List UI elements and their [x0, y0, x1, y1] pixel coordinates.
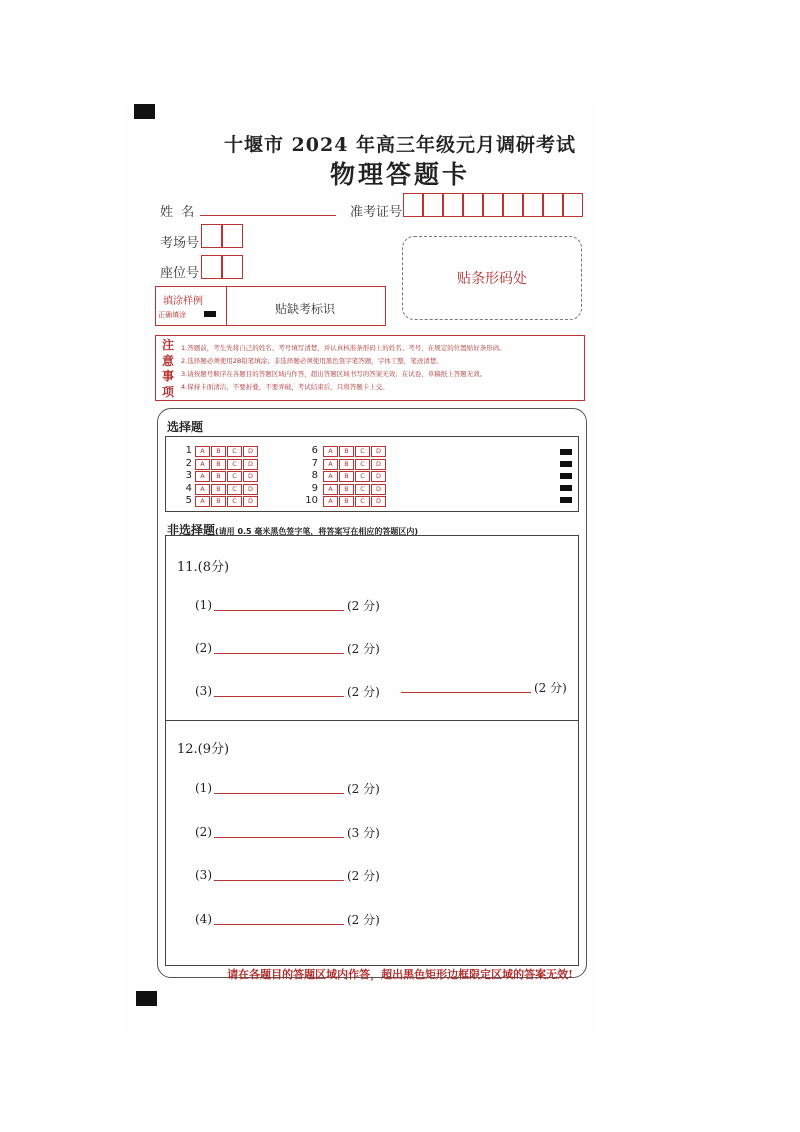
choice-question-number: 10	[305, 495, 318, 506]
choice-option-bubble[interactable]: C	[355, 459, 370, 470]
choice-option-bubble[interactable]: D	[243, 446, 258, 457]
correct-fill-label: 正确填涂	[158, 311, 186, 319]
q12-answer-line[interactable]	[214, 823, 344, 838]
choice-option-bubble[interactable]: A	[323, 471, 338, 482]
q12-answer-line[interactable]	[214, 779, 344, 794]
correct-fill-mark	[204, 311, 216, 317]
q11-answer-line[interactable]	[214, 639, 344, 654]
q11-item-label: (3)	[195, 684, 212, 698]
q12-item-label: (3)	[195, 868, 212, 882]
choice-option-bubble[interactable]: C	[355, 496, 370, 507]
q12-item-score: (2 分)	[347, 913, 380, 927]
choice-option-bubble[interactable]: B	[339, 459, 354, 470]
choice-option-bubble[interactable]: A	[195, 484, 210, 495]
choice-option-bubble[interactable]: B	[339, 471, 354, 482]
name-label: 姓 名	[160, 205, 195, 220]
name-field[interactable]	[200, 200, 336, 216]
choice-option-bubble[interactable]: D	[371, 496, 386, 507]
choice-question-number: 9	[311, 482, 318, 494]
choice-option-bubble[interactable]: D	[243, 471, 258, 482]
note-line: 2.选择题必须使用2B铅笔填涂；非选择题必须使用黑色签字笔答题，字体工整，笔迹清楚。	[181, 357, 443, 365]
choice-question-number: 5	[185, 495, 192, 506]
fill-example-divider	[226, 286, 227, 326]
choice-option-bubble[interactable]: D	[243, 459, 258, 470]
q12-answer-line[interactable]	[214, 866, 344, 881]
choice-option-bubble[interactable]: C	[355, 446, 370, 457]
q11-answer-line-extra[interactable]	[401, 678, 531, 693]
q11-item-score: (2 分)	[347, 599, 380, 613]
notes-side-label: 注 意 事 项	[162, 338, 175, 399]
choice-option-bubble[interactable]: D	[371, 459, 386, 470]
choice-option-bubble[interactable]: C	[227, 446, 242, 457]
q11-answer-line[interactable]	[214, 682, 344, 697]
alignment-mark-top	[134, 104, 155, 119]
choice-question-number: 4	[185, 482, 192, 494]
choice-question-number: 7	[311, 457, 318, 469]
q11-extra-score: (2 分)	[534, 681, 567, 695]
choice-option-bubble[interactable]: B	[211, 471, 226, 482]
choice-question-number: 6	[311, 445, 318, 456]
q12-item-label: (2)	[195, 825, 212, 839]
choice-option-bubble[interactable]: C	[227, 459, 242, 470]
q11-item-score: (2 分)	[347, 685, 380, 699]
choice-option-bubble[interactable]: B	[211, 496, 226, 507]
choice-option-bubble[interactable]: C	[227, 471, 242, 482]
q11-answer-line[interactable]	[214, 596, 344, 611]
nonchoice-note: (请用 0.5 毫米黑色签字笔，将答案写在相应的答题区内)	[215, 527, 419, 536]
q12-answer-line[interactable]	[214, 910, 344, 925]
fill-example-title: 填涂样例	[163, 296, 203, 307]
q12-item-score: (2 分)	[347, 869, 380, 883]
choice-option-bubble[interactable]: B	[339, 496, 354, 507]
q12-item-label: (4)	[195, 912, 212, 926]
question-11-title: 11.(8分)	[177, 560, 230, 575]
choice-option-bubble[interactable]: B	[211, 484, 226, 495]
seat-label: 座位号	[160, 266, 200, 281]
note-line: 1.答题前，考生先将自己的姓名、考号填写清楚，并认真核准条形码上的姓名、考号，在规定的位置贴好条形码。	[181, 344, 506, 352]
choice-option-bubble[interactable]: A	[195, 459, 210, 470]
choice-option-bubble[interactable]: A	[323, 496, 338, 507]
choice-option-bubble[interactable]: D	[371, 446, 386, 457]
q12-item-label: (1)	[195, 781, 212, 795]
note-line: 4.保持卡面清洁，不要折叠，不要弄破，考试结束后，只将答题卡上交。	[181, 383, 389, 391]
q11-item-label: (1)	[195, 598, 212, 612]
choice-option-bubble[interactable]: D	[243, 484, 258, 495]
alignment-mark-bottom	[136, 991, 157, 1006]
choice-option-bubble[interactable]: C	[227, 484, 242, 495]
q12-item-score: (3 分)	[347, 826, 380, 840]
choice-question-number: 8	[311, 470, 318, 481]
choice-question-number: 3	[185, 470, 192, 481]
choice-option-bubble[interactable]: C	[355, 484, 370, 495]
q12-item-score: (2 分)	[347, 782, 380, 796]
absent-label: 贴缺考标识	[274, 302, 335, 316]
choice-option-bubble[interactable]: A	[195, 446, 210, 457]
choice-question-number: 1	[185, 445, 192, 456]
choice-option-bubble[interactable]: C	[355, 471, 370, 482]
choice-option-bubble[interactable]: A	[195, 471, 210, 482]
question-12-title: 12.(9分)	[177, 742, 230, 757]
choice-option-bubble[interactable]: B	[211, 446, 226, 457]
choice-option-bubble[interactable]: B	[339, 484, 354, 495]
nonchoice-section-title: 非选择题(请用 0.5 毫米黑色签字笔，将答案写在相应的答题区内)	[167, 523, 419, 537]
note-line: 3.请按题号顺序在各题目的答题区域内作答，超出答题区域书写的答案无效；在试卷、草稿纸上答题无效。	[181, 370, 487, 378]
card-title: 物理答题卡	[329, 160, 470, 189]
choice-option-bubble[interactable]: D	[243, 496, 258, 507]
choice-option-bubble[interactable]: B	[339, 446, 354, 457]
choice-option-bubble[interactable]: A	[323, 484, 338, 495]
choice-option-bubble[interactable]: A	[323, 446, 338, 457]
choice-question-number: 2	[185, 457, 192, 469]
footer-warning: 请在各题目的答题区域内作答，超出黑色矩形边框限定区域的答案无效!	[227, 968, 573, 981]
choice-option-bubble[interactable]: D	[371, 471, 386, 482]
choice-option-bubble[interactable]: D	[371, 484, 386, 495]
room-label: 考场号	[160, 236, 200, 251]
choice-option-bubble[interactable]: A	[323, 459, 338, 470]
q11-item-label: (2)	[195, 641, 212, 655]
choice-option-bubble[interactable]: B	[211, 459, 226, 470]
choice-option-bubble[interactable]: A	[195, 496, 210, 507]
choice-option-bubble[interactable]: C	[227, 496, 242, 507]
barcode-label: 贴条形码处	[457, 271, 527, 287]
notes-box	[155, 335, 585, 401]
exam-id-label: 准考证号	[350, 205, 403, 220]
exam-title: 十堰市 2024 年高三年级元月调研考试	[223, 134, 577, 156]
choice-section-title: 选择题	[167, 420, 204, 434]
q11-item-score: (2 分)	[347, 642, 380, 656]
